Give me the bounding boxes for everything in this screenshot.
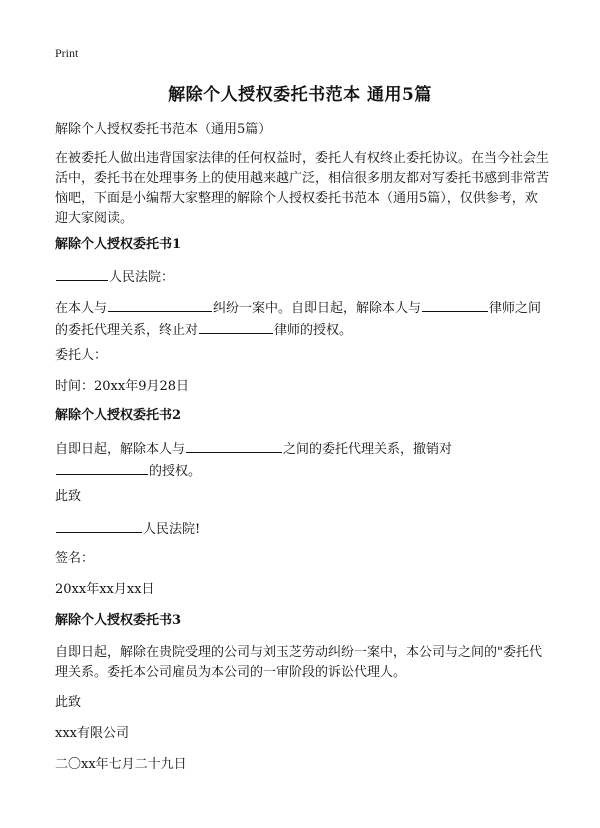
doc3-date: 二〇xx年七月二十九日 bbox=[55, 757, 187, 772]
doc1-body-d: 律师的授权。 bbox=[274, 323, 353, 338]
doc2-date: 20xx年xx月xx日 bbox=[55, 582, 155, 597]
blank-line bbox=[108, 297, 212, 312]
blank-line bbox=[56, 266, 108, 281]
doc1-heading: 解除个人授权委托书1 bbox=[55, 237, 182, 252]
doc1-court-line bbox=[55, 266, 550, 288]
doc2-body-c: 的授权。 bbox=[149, 464, 202, 479]
doc3-salute: 此致 bbox=[55, 695, 82, 710]
subtitle: 解除个人授权委托书范本（通用5篇） bbox=[55, 122, 272, 137]
doc2-court-line bbox=[55, 518, 550, 540]
doc1-body-a: 在本人与 bbox=[55, 301, 108, 316]
doc2-body-b: 之间的委托代理关系，撤销对 bbox=[283, 442, 453, 457]
print-label[interactable]: Print bbox=[55, 46, 79, 60]
doc2-signature: 签名： bbox=[55, 551, 95, 566]
doc2-body bbox=[55, 438, 550, 482]
doc2-heading: 解除个人授权委托书2 bbox=[55, 408, 182, 423]
intro-paragraph: 在被委托人做出违背国家法律的任何权益时，委托人有权终止委托协议。在当今社会生活中，委托书在处理事务上的使用越来越广泛，相信很多朋友都对写委托书感到非常苦恼吧，下面是小编帮大家整理的解除个人授权委托书范本（通用5篇），仅供参考，欢迎大家阅读。 bbox=[55, 151, 550, 226]
doc1-court-suffix: 人民法院： bbox=[109, 270, 175, 285]
doc3-company: xxx有限公司 bbox=[55, 726, 129, 741]
blank-line bbox=[422, 297, 488, 312]
blank-line bbox=[56, 518, 142, 533]
doc1-body-b: 纠纷一案中。自即日起，解除本人与 bbox=[213, 301, 422, 316]
doc1-time: 时间：20xx年9月28日 bbox=[55, 379, 190, 394]
doc2-court-suffix: 人民法院! bbox=[143, 522, 201, 537]
doc3-body: 自即日起，解除在贵院受理的公司与刘玉芝劳动纠纷一案中，本公司与之间的"委托代理关系。委托本公司雇员为本公司的一审阶段的诉讼代理人。 bbox=[55, 645, 542, 680]
doc1-body bbox=[55, 297, 550, 341]
blank-line bbox=[186, 438, 282, 453]
doc1-client: 委托人： bbox=[55, 348, 108, 363]
doc3-heading: 解除个人授权委托书3 bbox=[55, 613, 182, 628]
document-title: 解除个人授权委托书范本 通用5篇 bbox=[168, 85, 432, 105]
doc2-body-a: 自即日起，解除本人与 bbox=[55, 442, 186, 457]
blank-line bbox=[199, 319, 273, 334]
doc1-body-c: 律师之间的委托代理关系，终止对 bbox=[55, 301, 542, 338]
blank-line bbox=[56, 460, 148, 475]
doc2-salute: 此致 bbox=[55, 489, 82, 504]
